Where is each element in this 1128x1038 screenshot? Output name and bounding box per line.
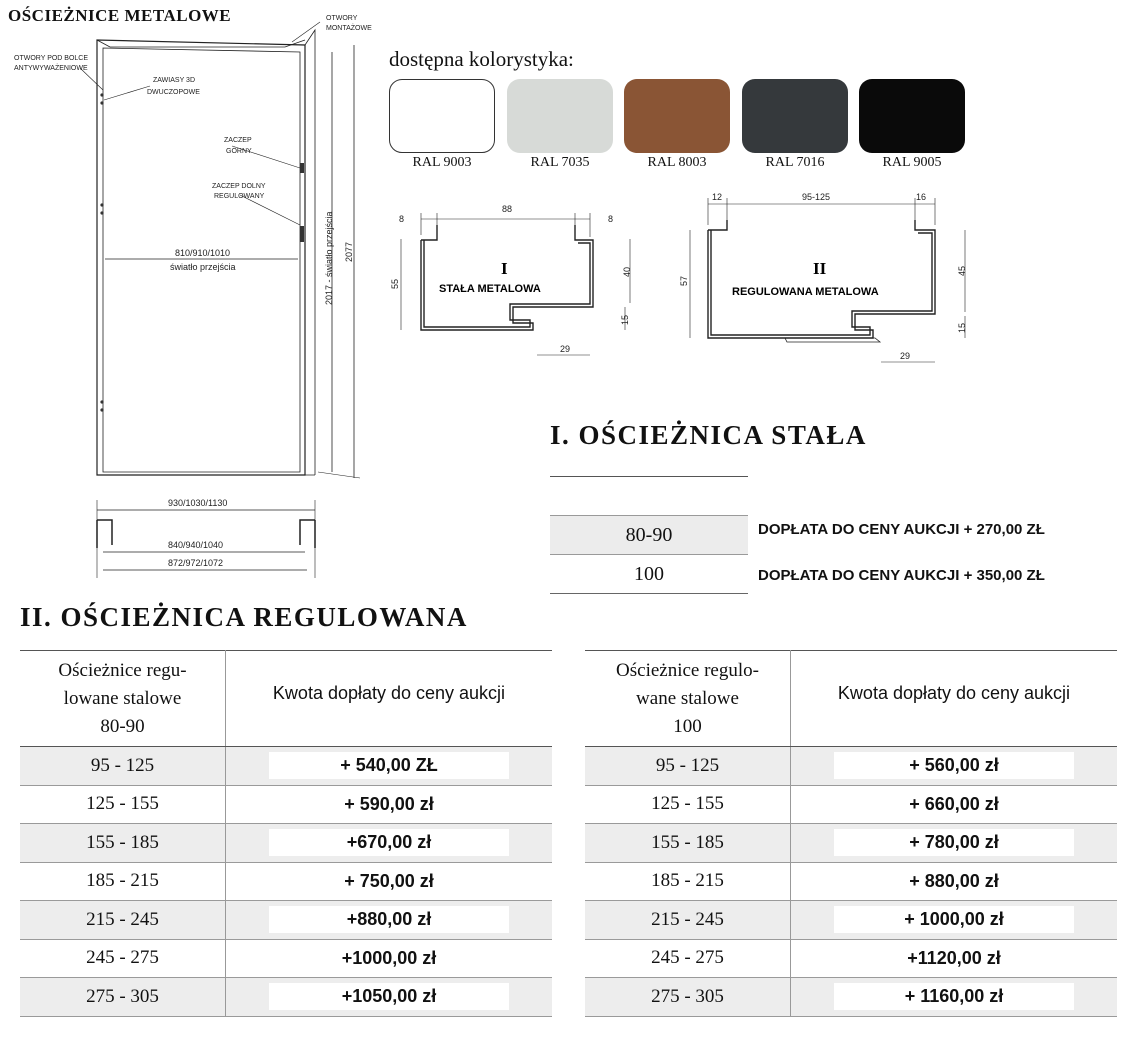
- dim-stala-4: 55: [390, 278, 400, 289]
- row-range: 125 - 155: [20, 785, 226, 824]
- label-zawiasy: ZAWIASY 3D: [153, 77, 196, 84]
- row-range: 215 - 245: [585, 901, 791, 940]
- dim-stala-3: 8: [608, 214, 614, 224]
- svg-text:MONTAŻOWE: MONTAŻOWE: [326, 25, 372, 32]
- dim-reg-1: 12: [712, 192, 723, 202]
- row-range: 185 - 215: [20, 862, 226, 901]
- label-total-height: 2077: [344, 241, 354, 262]
- row-price-cell: [791, 785, 1118, 824]
- row-range: 275 - 305: [585, 978, 791, 1017]
- dim-stala-6: 15: [620, 314, 630, 325]
- row-price: + 560,00 zł: [834, 752, 1074, 779]
- price-table-80-90: [20, 650, 552, 1017]
- profile-stala-name: STAŁA METALOWA: [439, 283, 541, 295]
- table-row: [585, 939, 1117, 978]
- dim-stala-2: 88: [502, 204, 513, 214]
- row-range: 275 - 305: [20, 978, 226, 1017]
- table-row: [585, 824, 1117, 863]
- row-price-cell: [226, 901, 553, 940]
- dim-stala-1: 8: [399, 214, 405, 224]
- row-range: 155 - 185: [585, 824, 791, 863]
- stala-row-note: DOPŁATA DO CENY AUKCJI + 350,00 ZŁ: [758, 567, 1045, 584]
- table-header-price: Kwota dopłaty do ceny aukcji: [791, 651, 1118, 747]
- colors-label: dostępna kolorystyka:: [389, 47, 574, 71]
- row-range: 125 - 155: [585, 785, 791, 824]
- table-row: [20, 862, 552, 901]
- row-range: 95 - 125: [585, 747, 791, 786]
- table-row: [20, 901, 552, 940]
- dim-reg-4: 57: [679, 275, 689, 286]
- dim-stala-5: 40: [622, 266, 632, 277]
- row-price: + 1000,00 zł: [834, 906, 1074, 933]
- section-stala-divider: [550, 476, 748, 477]
- row-price-cell: [791, 901, 1118, 940]
- label-light-height: 2017 - światło przejścia: [324, 211, 334, 305]
- label-width-caption: światło przejścia: [170, 262, 236, 272]
- table-row: [20, 978, 552, 1017]
- row-range: 245 - 275: [585, 939, 791, 978]
- profile-stala-numeral: I: [501, 259, 508, 278]
- svg-text:ANTYWYWAŻENIOWE: ANTYWYWAŻENIOWE: [14, 65, 88, 72]
- color-swatch: [389, 79, 495, 153]
- row-price-cell: [226, 747, 553, 786]
- row-price: + 780,00 zł: [834, 829, 1074, 856]
- section-regulowana-title: II. OŚCIEŻNICA REGULOWANA: [20, 602, 468, 632]
- row-range: 95 - 125: [20, 747, 226, 786]
- label-plan-inner: 840/940/1040: [168, 540, 224, 550]
- svg-text:DWUCZOPOWE: DWUCZOPOWE: [147, 89, 200, 96]
- row-price-cell: [226, 978, 553, 1017]
- dim-reg-7: 29: [900, 351, 911, 361]
- row-price-cell: [226, 785, 553, 824]
- row-price-cell: [226, 862, 553, 901]
- profile-regulowana-outline: [708, 220, 935, 338]
- row-price-cell: [791, 747, 1118, 786]
- table-row: [585, 978, 1117, 1017]
- color-swatch-label: RAL 9005: [882, 155, 942, 170]
- row-price: +1050,00 zł: [269, 983, 509, 1010]
- color-swatch: [742, 79, 848, 153]
- row-price: +1120,00 zł: [834, 945, 1074, 972]
- profile-stala-drawing: [385, 195, 655, 365]
- color-swatch-label: RAL 9003: [412, 155, 472, 170]
- svg-text:GÓRNY: GÓRNY: [226, 148, 252, 155]
- label-plan-mid: 872/972/1072: [168, 558, 224, 568]
- row-price: + 660,00 zł: [834, 791, 1074, 818]
- price-table-100: [585, 650, 1117, 1017]
- row-range: 155 - 185: [20, 824, 226, 863]
- label-plan-outer: 930/1030/1130: [168, 498, 228, 508]
- row-price-cell: [791, 939, 1118, 978]
- table-row: [585, 862, 1117, 901]
- table-row: [20, 747, 552, 786]
- table-row: [20, 785, 552, 824]
- section-stala-title: I. OŚCIEŻNICA STAŁA: [550, 420, 867, 450]
- row-range: 215 - 245: [20, 901, 226, 940]
- table-body: [20, 747, 552, 1017]
- row-price-cell: [791, 978, 1118, 1017]
- row-price: + 1160,00 zł: [834, 983, 1074, 1010]
- color-swatch-label: RAL 7035: [530, 155, 590, 170]
- color-swatch: [507, 79, 613, 153]
- row-price-cell: [226, 939, 553, 978]
- dim-stala-7: 29: [560, 344, 571, 354]
- row-price: +1000,00 zł: [269, 945, 509, 972]
- color-swatch-label: RAL 7016: [765, 155, 825, 170]
- label-otwory: OTWORY: [326, 15, 358, 22]
- label-width: 810/910/1010: [175, 248, 231, 258]
- row-price: +670,00 zł: [269, 829, 509, 856]
- label-bolce: OTWORY POD BOLCE: [14, 55, 89, 62]
- row-range: 245 - 275: [20, 939, 226, 978]
- table-row: [20, 939, 552, 978]
- door-drawing: [0, 0, 380, 590]
- table-header-range: Ościeżnice regu- lowane stalowe 80-90: [20, 651, 226, 747]
- table-row: [20, 824, 552, 863]
- stala-row-note: DOPŁATA DO CENY AUKCJI + 270,00 ZŁ: [758, 521, 1045, 538]
- row-range: 185 - 215: [585, 862, 791, 901]
- row-price-cell: [791, 824, 1118, 863]
- row-price-cell: [226, 824, 553, 863]
- dim-reg-3: 16: [916, 192, 927, 202]
- stala-row-range: 100: [550, 555, 748, 594]
- stala-row-range: 80-90: [550, 515, 748, 555]
- table-header-range: Ościeżnice regulo- wane stalowe 100: [585, 651, 791, 747]
- svg-text:REGULOWANY: REGULOWANY: [214, 193, 265, 200]
- table-header-price: Kwota dopłaty do ceny aukcji: [226, 651, 553, 747]
- color-swatch-label: RAL 8003: [647, 155, 707, 170]
- dim-reg-5: 45: [957, 265, 967, 276]
- color-swatch: [624, 79, 730, 153]
- label-zaczep-dolny: ZACZEP DOLNY: [212, 183, 266, 190]
- page-title: OŚCIEŻNICE METALOWE: [8, 6, 232, 25]
- table-row: [585, 747, 1117, 786]
- table-row: [585, 901, 1117, 940]
- profile-regulowana-name: REGULOWANA METALOWA: [732, 286, 879, 298]
- row-price: + 880,00 zł: [834, 868, 1074, 895]
- label-zaczep-gorny: ZACZEP: [224, 137, 252, 144]
- profile-regulowana-drawing: [675, 190, 975, 375]
- dim-reg-6: 15: [957, 322, 967, 333]
- row-price-cell: [791, 862, 1118, 901]
- row-price: + 540,00 ZŁ: [269, 752, 509, 779]
- color-swatch: [859, 79, 965, 153]
- table-row: [585, 785, 1117, 824]
- table-body: [585, 747, 1117, 1017]
- row-price: +880,00 zł: [269, 906, 509, 933]
- dim-reg-2: 95-125: [802, 192, 831, 202]
- profile-regulowana-numeral: II: [813, 259, 827, 278]
- row-price: + 750,00 zł: [269, 868, 509, 895]
- row-price: + 590,00 zł: [269, 791, 509, 818]
